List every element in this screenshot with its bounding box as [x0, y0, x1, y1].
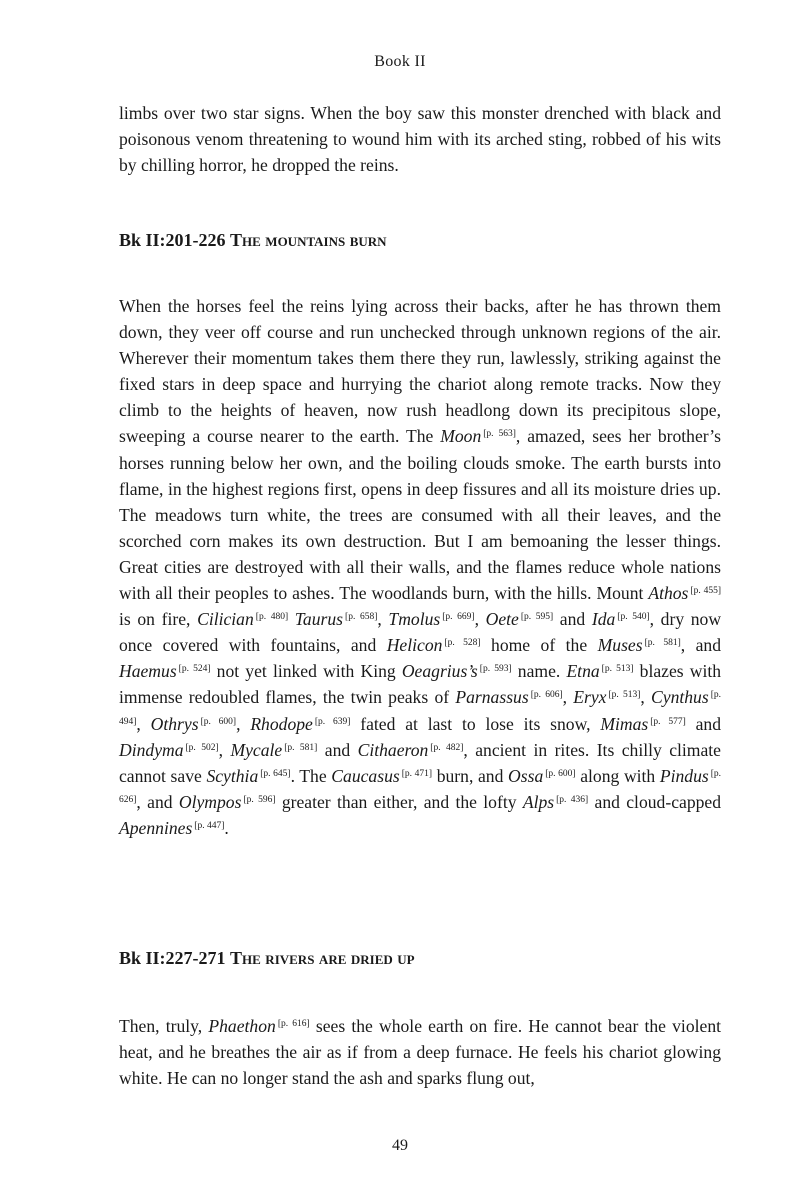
page-reference: [p. 596]: [243, 794, 276, 805]
text-run: , and: [680, 635, 721, 656]
section-ref: Bk II:227-271: [119, 948, 226, 968]
name-term: Eryx: [573, 687, 607, 708]
page-reference: [p. 528]: [444, 638, 481, 649]
page-reference: [p. 480]: [255, 612, 289, 623]
page-reference: [p. 482]: [430, 742, 464, 753]
text-run: fated at last to lose its snow,: [350, 713, 601, 734]
name-term: Scythia: [206, 765, 259, 786]
name-term: Oete: [485, 609, 519, 630]
name-term: Rhodope: [250, 713, 313, 734]
page-reference: [p. 563]: [483, 429, 516, 440]
text-run: ,: [640, 687, 652, 708]
running-head: Book II: [374, 53, 426, 70]
page-reference: [p. 471]: [401, 768, 433, 779]
page-reference: [p. 502]: [185, 742, 219, 753]
section-paragraph-rivers-dried-up: [119, 1013, 721, 1091]
name-term: Caucasus: [331, 765, 400, 786]
text-run: . The: [290, 765, 332, 786]
name-term: Muses: [597, 635, 643, 656]
section-title: The mountains burn: [230, 230, 387, 250]
name-term: Haemus: [119, 661, 177, 682]
page-reference: [p. 581]: [644, 638, 681, 649]
page-reference: [p. 639]: [314, 716, 351, 727]
name-term: Cynthus: [651, 687, 709, 708]
text-run: not yet linked with King: [210, 661, 402, 682]
page-reference: [p. 669]: [442, 612, 475, 623]
page-number: 49: [392, 1137, 408, 1154]
section-title: The rivers are dried up: [230, 948, 415, 968]
section-paragraph-mountains-burn: [119, 293, 721, 841]
name-term: Oeagrius’s: [401, 661, 478, 682]
page-reference: [p. 606]: [530, 690, 563, 701]
page-reference: [p. 595]: [520, 612, 554, 623]
page-reference: [p. 658]: [345, 612, 378, 623]
text-run: home of the: [480, 635, 598, 656]
section-heading-mountains-burn: [119, 230, 739, 251]
text-run: , dry now once covered with fountains, and: [119, 609, 722, 656]
text-run: ,: [236, 713, 251, 734]
name-term: Parnassus: [455, 687, 529, 708]
text-run: greater than either, and the lofty: [275, 791, 523, 812]
name-term: Helicon: [386, 635, 443, 656]
text-run: and: [317, 739, 358, 760]
name-term: Taurus: [294, 609, 344, 630]
text-run: ,: [218, 739, 231, 760]
text-run: .: [224, 817, 229, 838]
name-term: Moon: [440, 426, 482, 447]
name-term: Othrys: [150, 713, 199, 734]
name-term: Ossa: [508, 765, 544, 786]
page-reference: [p. 581]: [284, 742, 318, 753]
name-term: Cithaeron: [357, 739, 429, 760]
text-run: along with: [575, 765, 660, 786]
name-term: Etna: [566, 661, 600, 682]
page-reference: [p. 645]: [260, 768, 291, 779]
name-term: Apennines: [119, 817, 193, 838]
text-run: , ancient in rites. Its chilly climate cannot save: [119, 739, 721, 786]
name-term: Alps: [522, 791, 555, 812]
text-run: blazes with immense redoubled flames, the twin peaks of: [119, 661, 722, 708]
name-term: Olympos: [178, 791, 242, 812]
name-term: Pindus: [659, 765, 709, 786]
name-term: Dindyma: [119, 739, 184, 760]
page-reference: [p. 626]: [119, 768, 722, 805]
page-reference: [p. 524]: [178, 664, 211, 675]
text-run: is on fire,: [119, 609, 198, 630]
page-reference: [p. 513]: [601, 664, 634, 675]
page-reference: [p. 436]: [556, 794, 589, 805]
text-run: ,: [377, 609, 389, 630]
text-run: and cloud-capped: [588, 791, 722, 812]
name-term: Mycale: [230, 739, 283, 760]
text-run: , and: [136, 791, 179, 812]
text-run: When the horses feel the reins lying across their backs, after he has thrown them down, they veer off course and run unchecked through unknown regions of the air. Wherever their momentum takes them there they run, lawlessly, striking against the fixed stars in deep space and hurrying the chariot along remote tracks. Now they climb to the heights of heaven, now rush headlong down its precipitous slope, sweeping a course nearer to the earth. The: [119, 296, 721, 447]
text-run: and: [685, 713, 722, 734]
text-run: ,: [562, 687, 574, 708]
page-reference: [p. 447]: [194, 820, 225, 831]
name-term: Athos: [648, 583, 689, 604]
page-reference: [p. 540]: [617, 612, 650, 623]
page-reference: [p. 600]: [200, 716, 237, 727]
name-term: Cilician: [197, 609, 254, 630]
text-run: burn, and: [432, 765, 509, 786]
name-term: Tmolus: [388, 609, 441, 630]
page-reference: [p. 494]: [119, 690, 721, 727]
page-reference: [p. 616]: [277, 1019, 310, 1029]
text-run: ,: [474, 609, 486, 630]
text-run: name.: [511, 661, 567, 682]
name-term: Ida: [591, 609, 616, 630]
text-run: limbs over two star signs. When the boy saw this monster drenched with black and poisonous venom threatening to wound him with its arched sting, robbed of his wits by chilling horror, he dropped the reins.: [119, 103, 721, 176]
text-run: , amazed, sees her brother’s horses running below her own, and the boiling clouds smoke. The earth bursts into flame, in the highest regions first, opens in deep fissures and all its moisture dries up. The meadows turn white, the trees are consumed with all their leaves, and the scorched corn makes its own destruction. But I am bemoaning the lesser things. Great cities are destroyed with all their walls, and the flames reduce whole nations with all their peoples to ashes. The woodlands burn, with the hills. Mount: [119, 426, 722, 604]
page-reference: [p. 455]: [690, 586, 722, 597]
section-ref: Bk II:201-226: [119, 230, 226, 250]
text-run: [288, 609, 295, 629]
page-reference: [p. 513]: [608, 690, 641, 701]
text-run: sees the whole earth on fire. He cannot bear the violent heat, and he breathes the air as if from a deep furnace. He feels his chariot glowing white. He can no longer stand the ash and sparks flung out,: [119, 1016, 722, 1089]
intro-paragraph: [119, 100, 721, 178]
page-reference: [p. 593]: [479, 664, 512, 675]
page-reference: [p. 577]: [650, 716, 686, 727]
name-term: Phaethon: [208, 1016, 276, 1036]
page-reference: [p. 600]: [545, 768, 576, 779]
section-heading-rivers-dried-up: [119, 948, 739, 969]
text-run: and: [553, 609, 592, 630]
name-term: Mimas: [600, 713, 649, 734]
text-run: Then, truly,: [119, 1016, 209, 1036]
text-run: ,: [136, 713, 151, 734]
